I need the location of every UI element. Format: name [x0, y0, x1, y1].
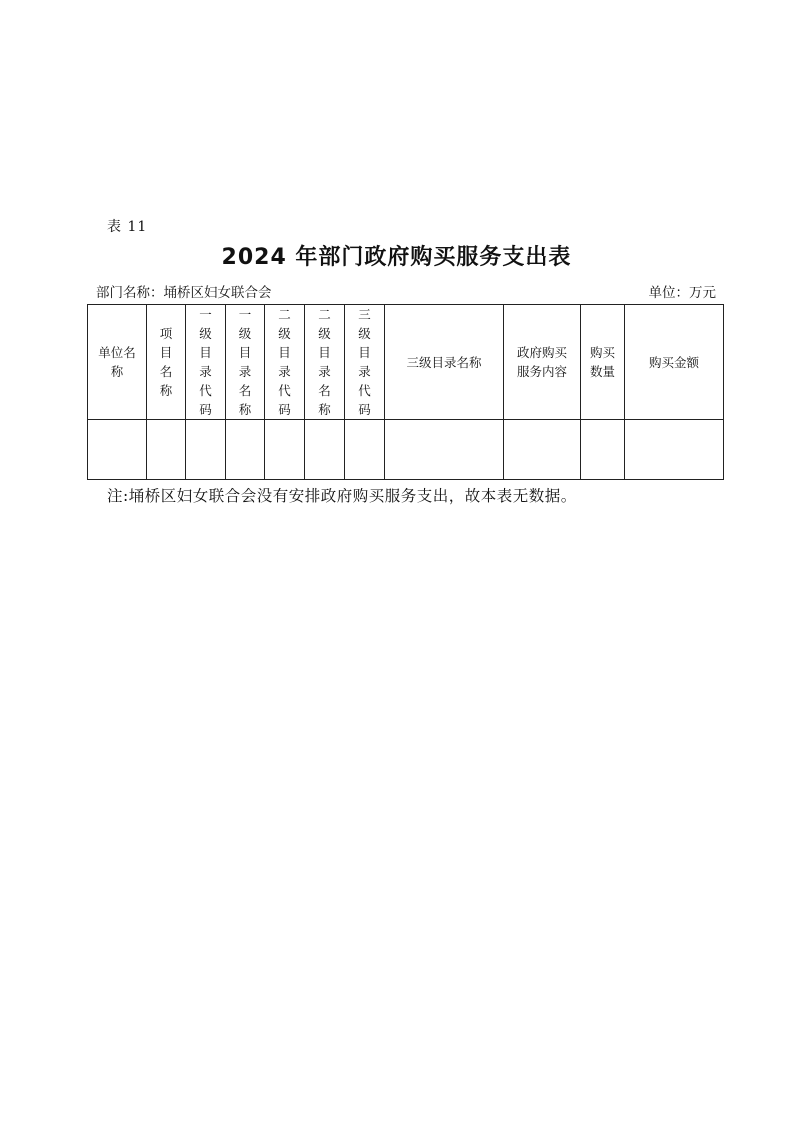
table-note: 注:埇桥区妇女联合会没有安排政府购买服务支出，故本表无数据。	[107, 487, 577, 505]
table-cell	[147, 420, 186, 480]
table-cell	[305, 420, 345, 480]
header-cell: 三级目录名称	[385, 305, 504, 420]
header-cell: 一级目录名称	[226, 305, 265, 420]
department-name: 部门名称：埇桥区妇女联合会	[96, 285, 272, 301]
table-cell	[345, 420, 385, 480]
page-title: 2024 年部门政府购买服务支出表	[221, 245, 572, 270]
table-cell	[88, 420, 147, 480]
header-cell: 二级目录名称	[305, 305, 345, 420]
header-cell: 三级目录代码	[345, 305, 385, 420]
header-cell: 二级目录代码	[265, 305, 305, 420]
header-cell: 购买金额	[625, 305, 724, 420]
table-cell	[226, 420, 265, 480]
header-cell: 单位名称	[88, 305, 147, 420]
header-cell: 购买数量	[581, 305, 625, 420]
header-cell: 政府购买服务内容	[504, 305, 581, 420]
table-cell	[504, 420, 581, 480]
table-row	[88, 420, 724, 480]
table-cell	[625, 420, 724, 480]
unit-label: 单位：万元	[648, 285, 716, 301]
header-cell: 一级目录代码	[186, 305, 226, 420]
table-cell	[581, 420, 625, 480]
header-cell: 项目名称	[147, 305, 186, 420]
table-number-label: 表 11	[107, 219, 148, 235]
table-cell	[385, 420, 504, 480]
table-cell	[265, 420, 305, 480]
table-cell	[186, 420, 226, 480]
table-header-row	[88, 305, 724, 420]
expenditure-table	[87, 304, 724, 480]
